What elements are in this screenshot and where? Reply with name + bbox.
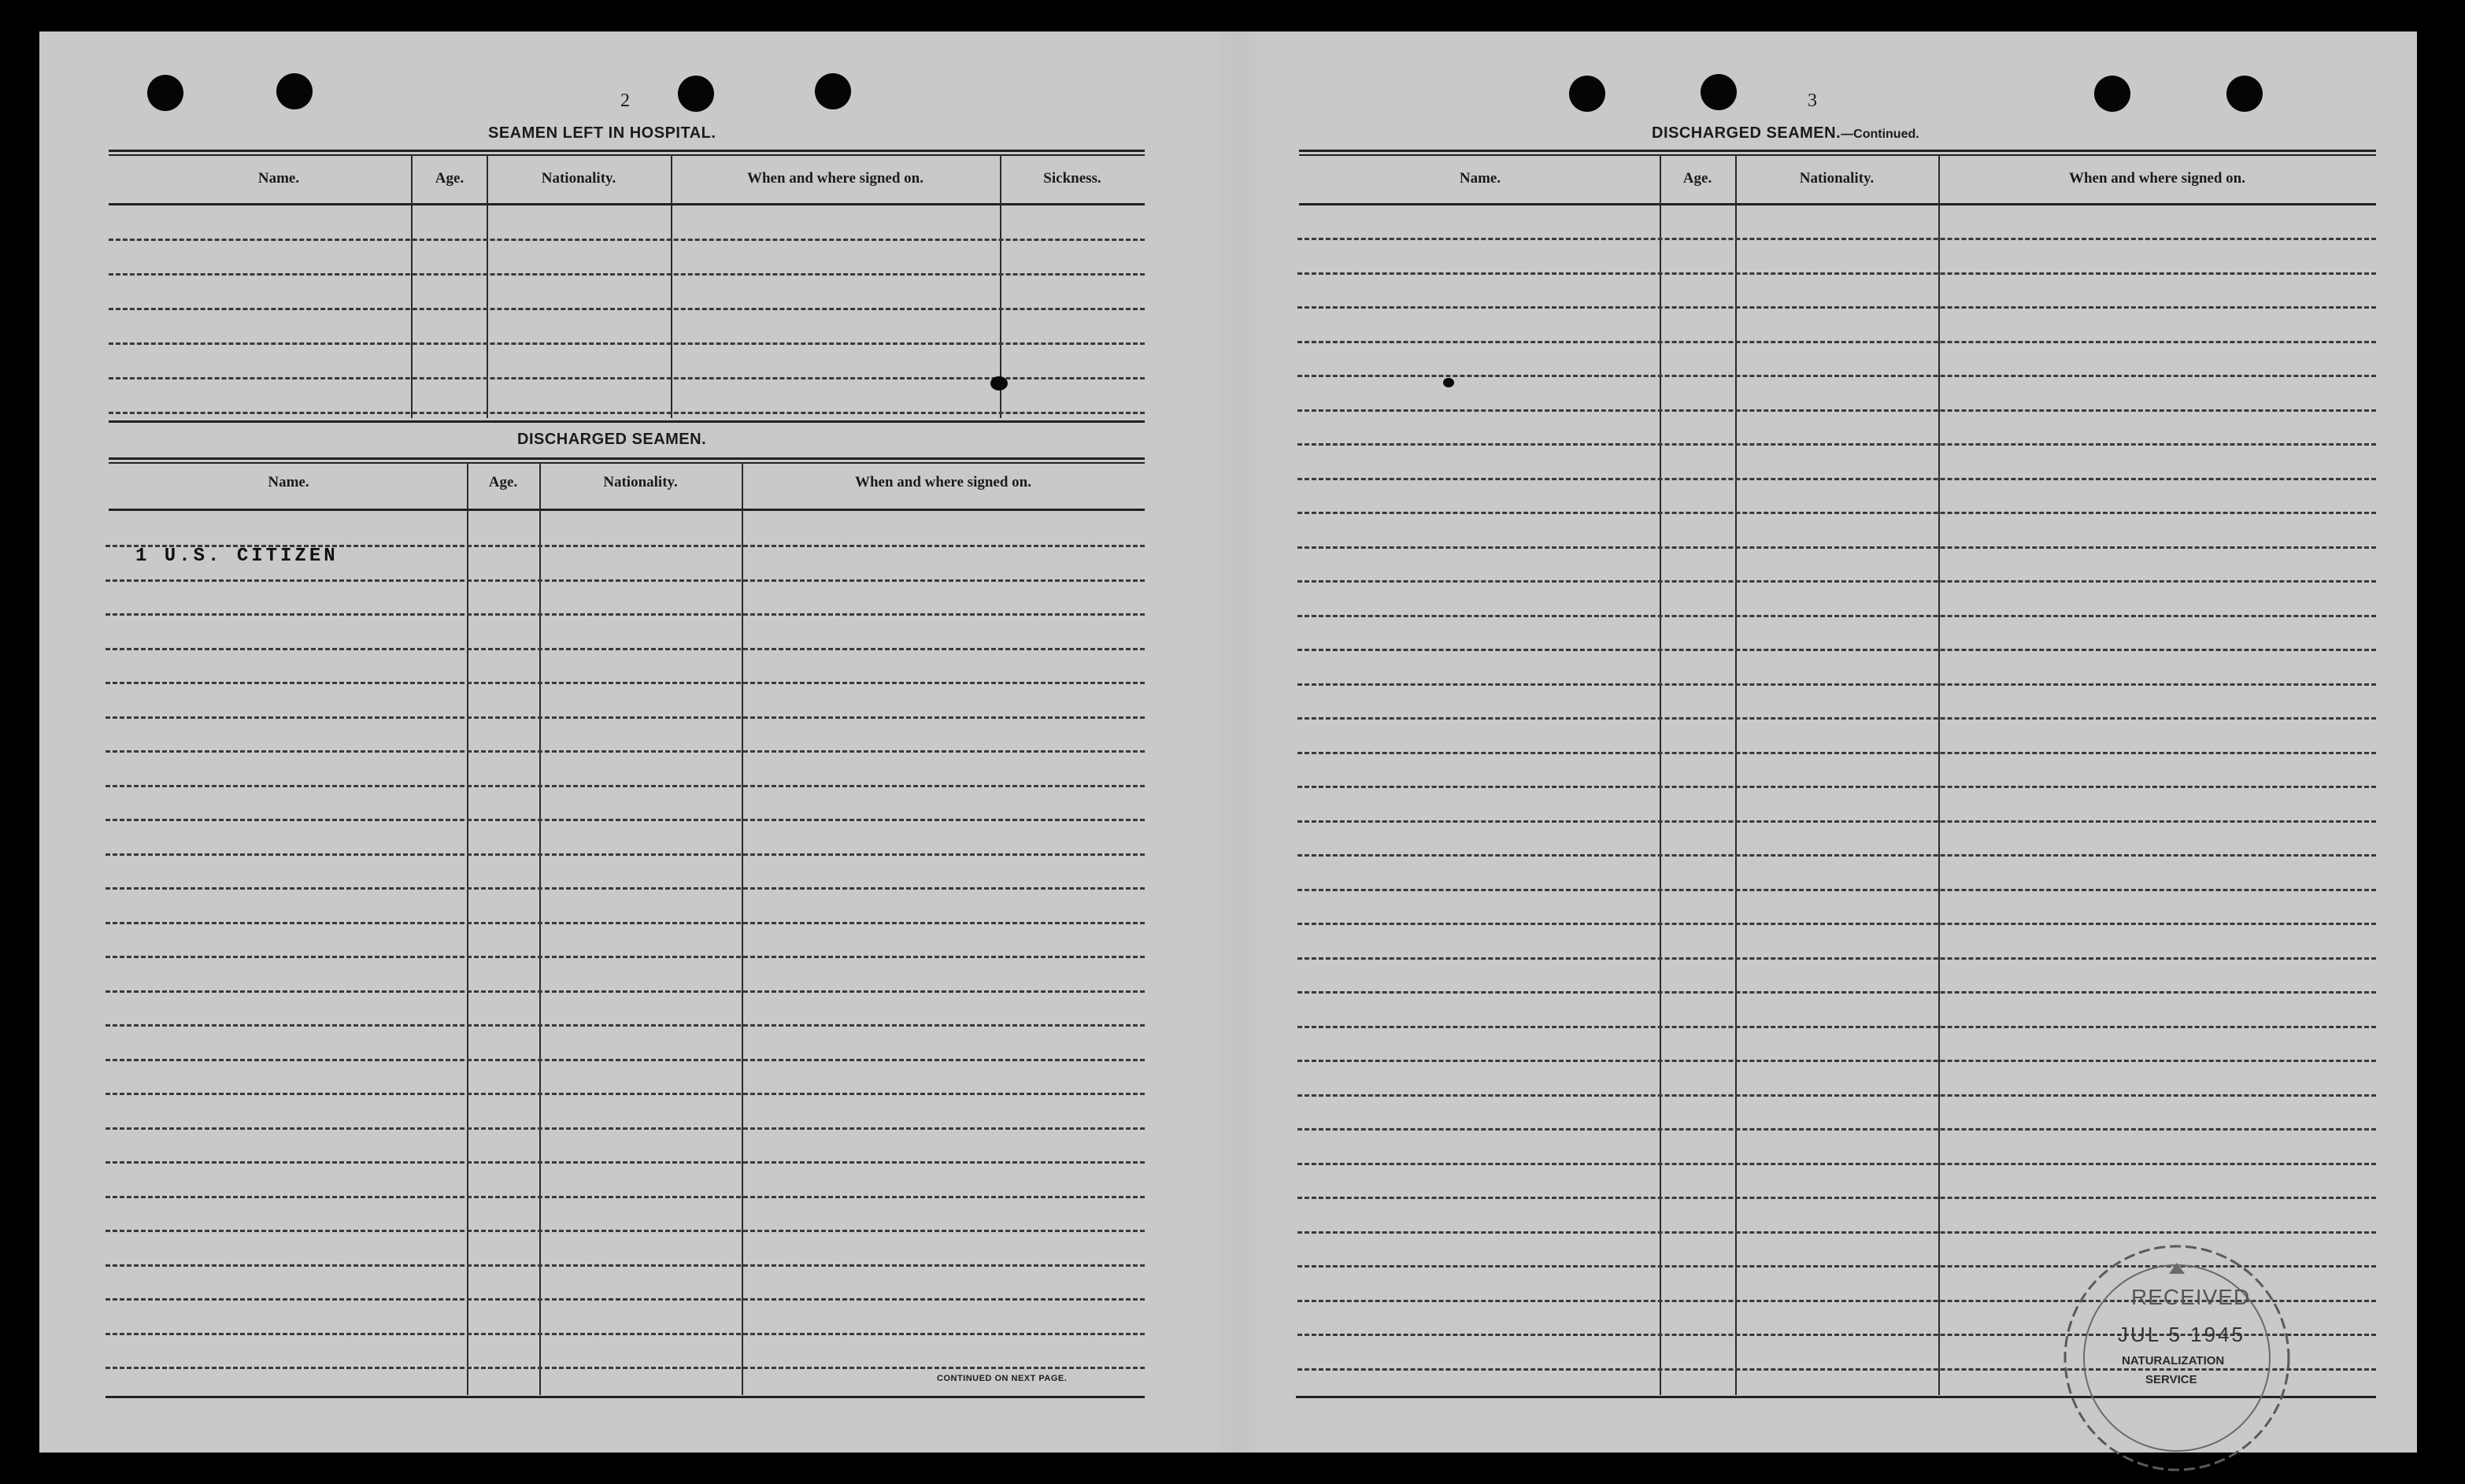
entry-line: [1297, 1128, 2376, 1131]
entry-line: [105, 1298, 1145, 1301]
entry-line: [105, 1161, 1145, 1164]
hospital-header-age: Age.: [435, 170, 465, 187]
entry-line: [1297, 1026, 2376, 1028]
rule: [1299, 150, 2376, 152]
entry-line: [109, 308, 1145, 310]
entry-line: [1297, 1094, 2376, 1097]
entry-line: [1297, 375, 2376, 377]
entry-line: [1297, 272, 2376, 275]
right-header-when-where: When and where signed on.: [2068, 170, 2245, 187]
entry-line: [105, 990, 1145, 993]
rule: [109, 154, 1145, 156]
entry-line: [105, 819, 1145, 821]
discharged-header-when-where: When and where signed on.: [854, 474, 1031, 490]
entry-line: [105, 1024, 1145, 1027]
entry-line: [1297, 752, 2376, 754]
entry-line: [105, 956, 1145, 958]
entry-line: [109, 239, 1145, 241]
entry-line: [1297, 306, 2376, 309]
entry-line: [105, 1230, 1145, 1232]
entry-line: [1297, 238, 2376, 240]
entry-line: [105, 1333, 1145, 1335]
rule: [109, 462, 1145, 464]
discharged-header-name: Name.: [268, 474, 309, 490]
stamp-date: JUL 5 1945: [2118, 1323, 2246, 1346]
entry-line: [1297, 1163, 2376, 1165]
rule: [105, 1396, 1145, 1398]
entry-line: [109, 273, 1145, 276]
entry-line: [1297, 512, 2376, 514]
entry-line: [105, 1059, 1145, 1061]
entry-line: [1297, 546, 2376, 549]
entry-line: [1297, 786, 2376, 788]
entry-line: [1297, 580, 2376, 583]
entry-line: [1297, 683, 2376, 686]
ledger-sheet: [39, 31, 2417, 1453]
ink-blot: [990, 376, 1008, 390]
entry-line: [105, 613, 1145, 616]
hospital-header-nationality: Nationality.: [541, 170, 616, 187]
rule: [109, 509, 1145, 511]
column-divider: [742, 462, 743, 1395]
entry-line: [1297, 1197, 2376, 1199]
entry-line: [105, 922, 1145, 924]
rule: [109, 457, 1145, 460]
hospital-header-name: Name.: [257, 170, 300, 187]
hospital-header-when-where: When and where signed on.: [746, 170, 923, 187]
rule: [1299, 203, 2376, 205]
typed-entry: 1 U.S. CITIZEN: [135, 546, 339, 567]
rule: [109, 150, 1145, 152]
punch-hole: [678, 76, 714, 112]
entry-line: [105, 579, 1145, 582]
column-divider: [539, 462, 541, 1395]
entry-line: [1297, 889, 2376, 891]
entry-line: [105, 1367, 1145, 1369]
entry-line: [1297, 991, 2376, 994]
hospital-header-sickness: Sickness.: [1043, 170, 1101, 187]
right-header-name: Name.: [1459, 170, 1501, 187]
entry-line: [1297, 854, 2376, 857]
entry-line: [109, 342, 1145, 345]
entry-line: [1297, 1060, 2376, 1062]
entry-line: [105, 1093, 1145, 1095]
punch-hole: [147, 75, 183, 111]
entry-line: [105, 1127, 1145, 1130]
right-header-nationality: Nationality.: [1799, 170, 1875, 187]
entry-line: [105, 682, 1145, 684]
continued-note: CONTINUED ON NEXT PAGE.: [937, 1374, 1068, 1383]
page-fold: [1212, 31, 1260, 1453]
column-divider: [467, 462, 468, 1395]
entry-line: [1297, 957, 2376, 960]
entry-line: [105, 716, 1145, 719]
entry-line: [105, 887, 1145, 890]
punch-hole: [2226, 76, 2263, 112]
page-number-left: 2: [620, 91, 630, 111]
entry-line: [1297, 409, 2376, 412]
entry-line: [105, 1264, 1145, 1267]
stamp-line1: NATURALIZATION: [2122, 1354, 2225, 1367]
entry-line: [1297, 341, 2376, 343]
received-stamp: [2043, 1228, 2311, 1480]
right-header-age: Age.: [1682, 170, 1712, 187]
title-continued: —Continued.: [1841, 128, 1919, 141]
punch-hole: [1569, 76, 1605, 112]
rule: [1299, 154, 2376, 156]
entry-line: [105, 1196, 1145, 1198]
entry-line: [109, 377, 1145, 379]
entry-line: [1297, 717, 2376, 720]
rule: [109, 203, 1145, 205]
stamp-received: RECEIVED: [2131, 1285, 2251, 1309]
stamp-line2: SERVICE: [2145, 1373, 2197, 1386]
ink-blot: [1443, 378, 1454, 387]
punch-hole: [815, 73, 851, 109]
entry-line: [1297, 923, 2376, 925]
page-number-right: 3: [1808, 91, 1817, 111]
entry-line: [1297, 820, 2376, 823]
rule: [109, 420, 1145, 423]
discharged-header-age: Age.: [488, 474, 518, 490]
discharged-section-title: DISCHARGED SEAMEN.: [517, 431, 707, 448]
title-main: DISCHARGED SEAMEN.: [1652, 124, 1841, 142]
punch-hole: [1701, 74, 1737, 110]
entry-line: [105, 785, 1145, 787]
entry-line: [109, 412, 1145, 414]
discharged-continued-title: [1652, 124, 1919, 142]
entry-line: [1297, 478, 2376, 480]
entry-line: [105, 853, 1145, 856]
punch-hole: [2094, 76, 2130, 112]
discharged-header-nationality: Nationality.: [603, 474, 678, 490]
entry-line: [1297, 443, 2376, 446]
entry-line: [105, 648, 1145, 650]
entry-line: [1297, 615, 2376, 617]
entry-line: [105, 750, 1145, 753]
punch-hole: [276, 73, 313, 109]
hospital-section-title: SEAMEN LEFT IN HOSPITAL.: [488, 124, 716, 142]
entry-line: [1297, 649, 2376, 651]
